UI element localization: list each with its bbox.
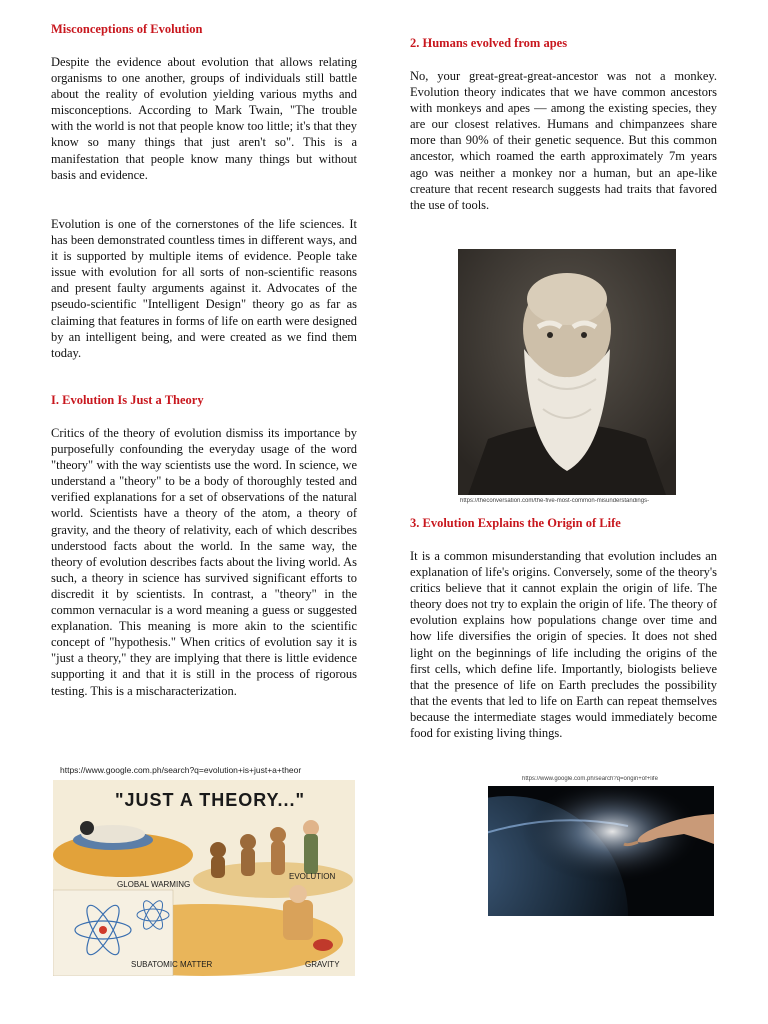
section2-body: No, your great-great-great-ancestor was not a monkey. Evolution theory indicates that we have common ancestors with monkeys and apes — among the existing species, they are our closest relatives. Humans and chimpanzees share more than 90% of their genetic sequence. But this common ancestor, which roamed the earth approximately 7m years ago was neither a monkey nor a human, but an ape-like creature that recent research suggests had traits that favored the use of tools. [410, 69, 717, 212]
cartoon-source-caption: https://www.google.com.ph/search?q=evolution+is+just+a+theor [60, 765, 302, 775]
section3-heading: 3. Evolution Explains the Origin of Life [410, 516, 621, 530]
cartoon-label-subatomic: SUBATOMIC MATTER [131, 960, 213, 969]
page-title: Misconceptions of Evolution [51, 22, 203, 36]
just-a-theory-cartoon [53, 780, 355, 976]
section3-body: It is a common misunderstanding that evolution includes an explanation of life's origins. Conversely, some of the theory's critics believe that it cannot explain the origin of life. The theory does not try to explain the origin of life. The theory of evolution explains how populations change over time and how life diversifies the origin of species. It does not shed light on the beginnings of life including the origins of the first cells, which define life. Importantly, biologists believe that the presence of life on Earth precludes the possibility that the events that led to life on Earth can repeat themselves because the intermediate stages would immediately become food for existing living things. [410, 549, 717, 741]
intro-paragraph-2: Evolution is one of the cornerstones of the life sciences. It has been demonstrated countless times in different ways, and it is supported by multiple items of evidence. People take issue with evolution for all sorts of non-scientific reasons and present faulty arguments against it. Advocates of the pseudo-scientific "Intelligent Design" theory go as far as claiming that features in forms of life on earth were designed by an intelligent being, and were created as we find them today. [51, 217, 357, 360]
earth-source-caption: https://www.google.com.ph/search?q=origin+of+life [522, 776, 658, 782]
intro-paragraph-1: Despite the evidence about evolution that allows relating organisms to one another, groups of individuals still battle about the reality of evolution yielding various myths and misconceptions. According to Mark Twain, "The trouble with the world is not that people know too little; it's that they know so many things that just aren't so". This is a manifestation that people know many things but without basis and evidence. [51, 55, 357, 182]
cartoon-label-gravity: GRAVITY [305, 960, 340, 969]
cartoon-label-global-warming: GLOBAL WARMING [117, 880, 191, 889]
origin-of-life-image [488, 786, 714, 916]
section1-heading: I. Evolution Is Just a Theory [51, 393, 204, 407]
portrait-source-caption: https://theconversation.com/the-five-most-common-misunderstandings- [460, 498, 650, 504]
darwin-portrait [458, 249, 676, 495]
section1-body: Critics of the theory of evolution dismiss its importance by purposefully confounding the everyday usage of the word "theory" with the way scientists use the word. In science, we understand a "theory" to be a body of thoroughly tested and verified explanations for a set of observations of the natural world. Scientists have a theory of the atom, a theory of gravity, and the theory of relativity, each of which describes understood facts about the world. In the same way, the theory of evolution describes facts about the living world. As such, a theory in science has survived significant efforts to discredit it by scientists. In contrast, a "theory" in the common vernacular is a word meaning a guess or suggested explanation. This meaning is more akin to the scientific concept of "hypothesis." When critics of evolution say it is "just a theory," they are implying that there is little evidence supporting it and that it is still in the process of rigorous testing. This is a mischaracterization. [51, 426, 357, 698]
earth-hand-illustration [488, 786, 714, 916]
portrait-illustration [458, 249, 676, 495]
cartoon-label-evolution: EVOLUTION [289, 872, 336, 881]
section2-heading: 2. Humans evolved from apes [410, 36, 568, 50]
cartoon-title: "JUST A THEORY..." [115, 790, 306, 810]
